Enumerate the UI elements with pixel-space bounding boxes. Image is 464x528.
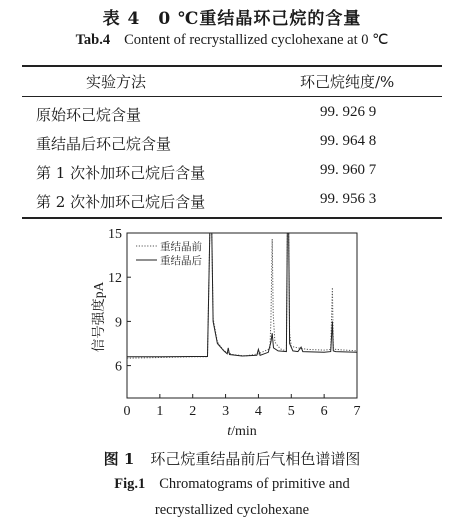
table-row bbox=[0, 162, 464, 188]
figure-caption-en-line1 bbox=[0, 476, 464, 493]
table-title-cn-text: 0 ℃重结晶环己烷的含量 bbox=[158, 9, 362, 29]
figure-caption-cn bbox=[0, 448, 464, 469]
y-tick-label: 6 bbox=[115, 359, 122, 375]
chromatogram-chart bbox=[0, 222, 464, 444]
table-label-cn: 表 4 bbox=[102, 9, 141, 29]
legend-label-after: 重结晶后 bbox=[160, 256, 202, 267]
figure-label-en: Fig.1 bbox=[114, 476, 146, 492]
x-tick-label: 2 bbox=[189, 404, 197, 419]
x-axis-var: t bbox=[227, 424, 232, 439]
legend-label-before: 重结晶前 bbox=[160, 242, 202, 253]
table-title-cn bbox=[0, 4, 464, 29]
table-cell-method: 原始环己烷含量 bbox=[36, 106, 142, 124]
figure-caption-cn-text: 环己烷重结晶前后气相色谱谱图 bbox=[150, 450, 361, 468]
figure-caption-en-text1: Chromatograms of primitive and bbox=[159, 476, 350, 492]
table-header-method: 实验方法 bbox=[86, 73, 147, 91]
x-tick-label: 0 bbox=[123, 404, 131, 419]
table-header-purity: 环己烷纯度/% bbox=[300, 73, 395, 91]
figure-label-cn: 图 1 bbox=[103, 450, 135, 468]
y-tick-label: 9 bbox=[115, 315, 122, 331]
table-cell-purity: 99. 956 3 bbox=[320, 191, 377, 207]
table-label-en: Tab.4 bbox=[75, 32, 111, 48]
table-cell-purity: 99. 960 7 bbox=[320, 162, 377, 178]
table-top-rule bbox=[22, 65, 442, 67]
x-axis-unit: /min bbox=[231, 424, 257, 439]
x-tick-label: 4 bbox=[254, 404, 262, 419]
x-tick-label: 3 bbox=[222, 404, 230, 419]
x-tick-label: 6 bbox=[320, 404, 328, 419]
x-tick-label: 7 bbox=[353, 404, 361, 419]
x-axis-label bbox=[227, 424, 257, 439]
table-row bbox=[0, 191, 464, 217]
x-tick-label: 1 bbox=[156, 404, 164, 419]
y-tick-label: 12 bbox=[108, 271, 122, 287]
table-cell-method: 重结晶后环己烷含量 bbox=[36, 135, 172, 153]
y-axis-label: 信号强度pA bbox=[91, 281, 106, 353]
table-row bbox=[0, 133, 464, 159]
y-tick-label: 15 bbox=[108, 227, 122, 242]
table-cell-method: 第 2 次补加环己烷后含量 bbox=[36, 193, 206, 211]
table-title-en bbox=[0, 32, 464, 49]
x-tick-label: 5 bbox=[287, 404, 295, 419]
table-cell-purity: 99. 926 9 bbox=[320, 104, 377, 120]
table-title-en-text: Content of recrystallized cyclohexane at 0 ℃ bbox=[124, 32, 389, 48]
table-mid-rule bbox=[22, 96, 442, 97]
figure-caption-en-line2: recrystallized cyclohexane bbox=[154, 502, 310, 518]
table-cell-purity: 99. 964 8 bbox=[320, 133, 377, 149]
table-bottom-rule bbox=[22, 217, 442, 219]
table-row bbox=[0, 104, 464, 130]
table-cell-method: 第 1 次补加环己烷后含量 bbox=[36, 164, 206, 182]
